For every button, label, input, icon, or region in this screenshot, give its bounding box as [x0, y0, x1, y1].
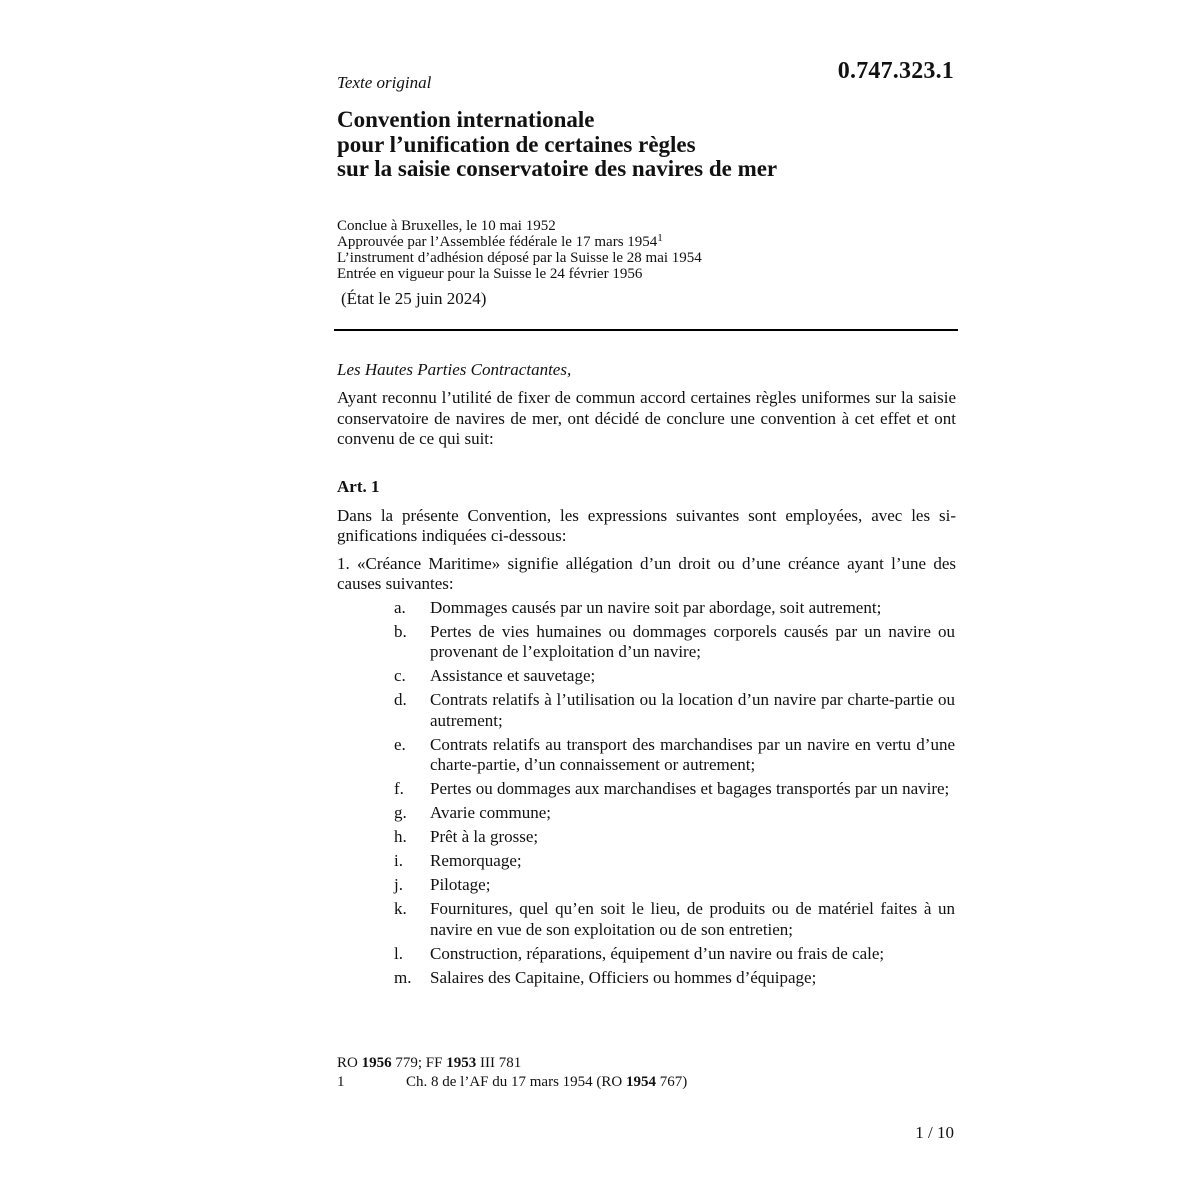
footnotes	[337, 1054, 687, 1092]
list-item-text: Prêt à la grosse;	[430, 827, 539, 847]
meta-entry-into-force: Entrée en vigueur pour la Suisse le 24 février 1956	[337, 266, 643, 282]
title-line-3: sur la saisie conservatoire des navires de mer	[337, 156, 778, 181]
list-item	[337, 622, 958, 663]
list-item-letter: m.	[394, 967, 412, 987]
publication-reference	[337, 1054, 687, 1073]
document-title	[337, 108, 777, 182]
footnote-1-suffix: 767)	[656, 1074, 688, 1090]
list-item-letter: c.	[394, 666, 406, 686]
meta-approved	[337, 234, 702, 250]
list-item-text: Assistance et sauvetage;	[430, 666, 596, 686]
list-item-letter: e.	[394, 734, 406, 754]
page-number: 1 / 10	[915, 1123, 954, 1142]
list-item-text: Contrats relatifs au transport des marchandises par un navire en vertu d’une charte-partie, d’un connaissement or autrement;	[430, 734, 955, 775]
list-item	[337, 899, 958, 940]
list-item	[337, 666, 958, 686]
meta-instrument: L’instrument d’adhésion déposé par la Suisse le 28 mai 1954	[337, 250, 702, 266]
original-text-label: Texte original	[337, 73, 432, 92]
ref-suffix: III 781	[476, 1055, 522, 1071]
meta-concluded: Conclue à Bruxelles, le 10 mai 1952	[337, 218, 556, 234]
document-meta	[337, 218, 702, 282]
list-item-text: Pilotage;	[430, 875, 491, 895]
footnote-1	[337, 1073, 687, 1092]
list-item	[337, 690, 958, 731]
list-item-letter: g.	[394, 803, 407, 823]
title-line-1: Convention internationale	[337, 107, 595, 132]
ref-prefix: RO	[337, 1055, 362, 1071]
title-line-2: pour l’unification de certaines règles	[337, 131, 696, 157]
sr-number: 0.747.323.1	[837, 58, 954, 84]
article-paragraph-1: 1. «Créance Maritime» signifie allégation d’un droit ou d’une créance ayant l’une des causes suivantes:	[337, 554, 956, 594]
list-item-text: Dommages causés par un navire soit par abordage, soit autrement;	[430, 598, 882, 617]
list-item	[337, 779, 958, 799]
footnote-1-prefix: Ch. 8 de l’AF du 17 mars 1954 (RO	[406, 1074, 626, 1090]
list-item-letter: i.	[394, 851, 403, 871]
list-item-letter: d.	[394, 690, 407, 710]
footnote-ref-1[interactable]: 1	[657, 232, 663, 244]
footnote-1-number: 1	[337, 1074, 345, 1090]
ref-year-1: 1956	[361, 1055, 392, 1071]
list-item	[337, 968, 958, 988]
list-item	[337, 803, 958, 823]
claims-list	[337, 598, 958, 992]
list-item-text: Construction, réparations, équipement d’un navire ou frais de cale;	[430, 943, 885, 963]
ref-mid: 779; FF	[391, 1055, 447, 1071]
list-item-text: Contrats relatifs à l’utilisation ou la location d’un navire par charte-partie ou autrement;	[430, 690, 955, 730]
list-item	[337, 851, 958, 871]
list-item-letter: a.	[394, 598, 406, 617]
list-item-letter: k.	[394, 899, 407, 919]
list-item-text: Pertes ou dommages aux marchandises et bagages transportés par un navire;	[430, 779, 950, 799]
list-item-text: Fournitures, quel qu’en soit le lieu, de produits ou de matériel faites à un navire en vue de son exploitation ou de son entretien;	[430, 899, 955, 939]
list-item-text: Remorquage;	[430, 851, 522, 871]
list-item-text: Salaires des Capitaine, Officiers ou hommes d’équipage;	[430, 967, 817, 987]
document-page	[337, 0, 958, 1200]
list-item-letter: l.	[394, 943, 403, 963]
list-item	[337, 875, 958, 895]
list-item-text: Avarie commune;	[430, 803, 552, 823]
header-divider	[334, 329, 958, 331]
list-item-letter: j.	[394, 875, 403, 895]
list-item	[337, 735, 958, 776]
list-item-letter: h.	[394, 827, 407, 847]
article-heading: Art. 1	[337, 477, 380, 496]
meta-approved-text: Approuvée par l’Assemblée fédérale le 17 mars 1954	[337, 234, 658, 250]
list-item-letter: f.	[394, 779, 404, 799]
list-item	[337, 944, 958, 964]
list-item	[337, 827, 958, 847]
preamble-heading: Les Hautes Parties Contractantes,	[337, 360, 572, 379]
list-item-text: Pertes de vies humaines ou dommages corporels causés par un navire ou provenant de l’exploitation d’un navire;	[430, 622, 955, 662]
ref-year-2: 1953	[446, 1055, 477, 1071]
list-item	[337, 598, 958, 618]
footnote-1-year: 1954	[626, 1074, 656, 1090]
state-date: (État le 25 juin 2024)	[341, 289, 487, 308]
list-item-letter: b.	[394, 622, 407, 641]
article-intro: Dans la présente Convention, les expressions suivantes sont employées, avec les significations indiquées ci-dessous:	[337, 506, 956, 546]
preamble-text: Ayant reconnu l’utilité de fixer de commun accord certaines règles uniformes sur la saisie conservatoire de navires de mer, ont décidé de conclure une convention à cet effet et ont convenu de ce qui suit:	[337, 388, 956, 449]
